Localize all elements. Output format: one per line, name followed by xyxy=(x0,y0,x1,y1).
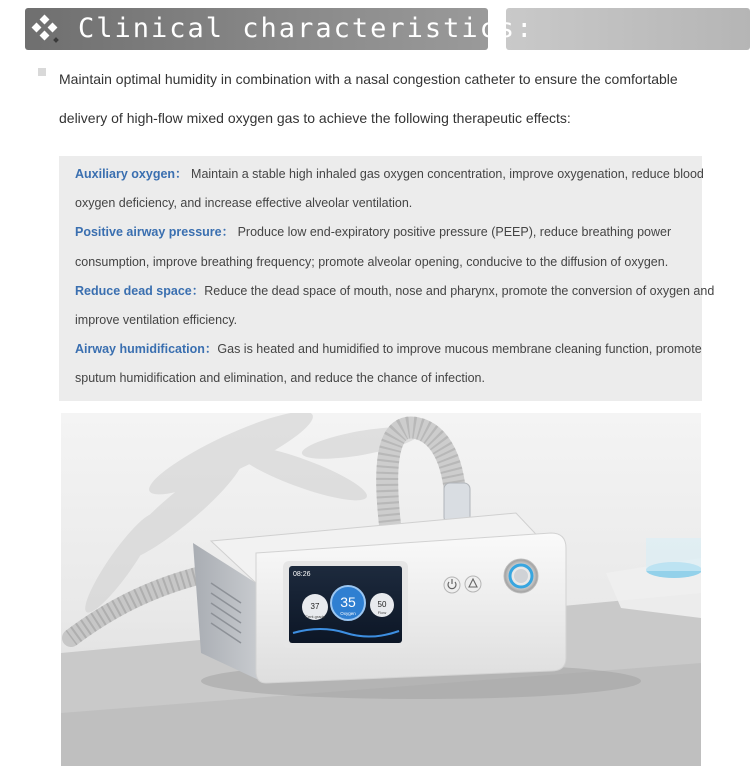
effect-text-continued: oxygen deficiency, and increase effective alveolar ventilation. xyxy=(75,196,413,211)
effect-item xyxy=(75,160,704,189)
effect-item xyxy=(75,277,715,306)
effect-text: Reduce the dead space of mouth, nose and pharynx, promote the conversion of oxygen and xyxy=(204,283,715,298)
effect-text: Gas is heated and humidified to improve mucous membrane cleaning function, promote xyxy=(217,342,702,357)
effect-label: Airway humidification： xyxy=(75,342,218,357)
effect-text: Maintain a stable high inhaled gas oxygen concentration, improve oxygenation, reduce blood xyxy=(191,167,704,181)
oxygen-label: Oxygen xyxy=(340,611,356,616)
effect-label: Auxiliary oxygen： xyxy=(75,167,188,181)
effect-label: Positive airway pressure： xyxy=(75,225,235,240)
effect-text: Produce low end-expiratory positive pressure (PEEP), reduce breathing power xyxy=(237,225,672,240)
effect-text-continued: sputum humidification and elimination, and reduce the chance of infection. xyxy=(75,371,485,386)
effect-text-continued: improve ventilation efficiency. xyxy=(75,313,238,328)
screen-time: 08:26 xyxy=(293,571,311,578)
intro-paragraph xyxy=(59,60,739,138)
bullet-square xyxy=(38,68,46,76)
temperature-value: 37 xyxy=(310,602,320,611)
flow-value: 50 xyxy=(377,600,387,609)
diamond-cluster-icon xyxy=(30,14,60,44)
product-photo xyxy=(61,413,701,766)
section-title: Clinical characteristics: xyxy=(78,13,535,44)
intro-line: delivery of high-flow mixed oxygen gas to achieve the following therapeutic effects: xyxy=(59,110,571,126)
temperature-label: Cent.grade xyxy=(305,614,325,619)
intro-line: Maintain optimal humidity in combination with a nasal congestion catheter to ensure the comfortable xyxy=(59,71,678,87)
effect-item xyxy=(75,335,702,364)
humidifier-device-illustration xyxy=(61,413,701,766)
effects-list xyxy=(75,160,715,394)
effect-label: Reduce dead space： xyxy=(75,283,205,298)
oxygen-value: 35 xyxy=(340,594,356,610)
effect-text-continued: consumption, improve breathing frequency; promote alveolar opening, conducive to the diffusion of oxygen. xyxy=(75,254,669,269)
therapeutic-effects-box xyxy=(59,156,715,401)
flow-label: Flow xyxy=(377,610,387,615)
section-header-accent-bar xyxy=(506,8,750,50)
effect-item xyxy=(75,218,695,247)
